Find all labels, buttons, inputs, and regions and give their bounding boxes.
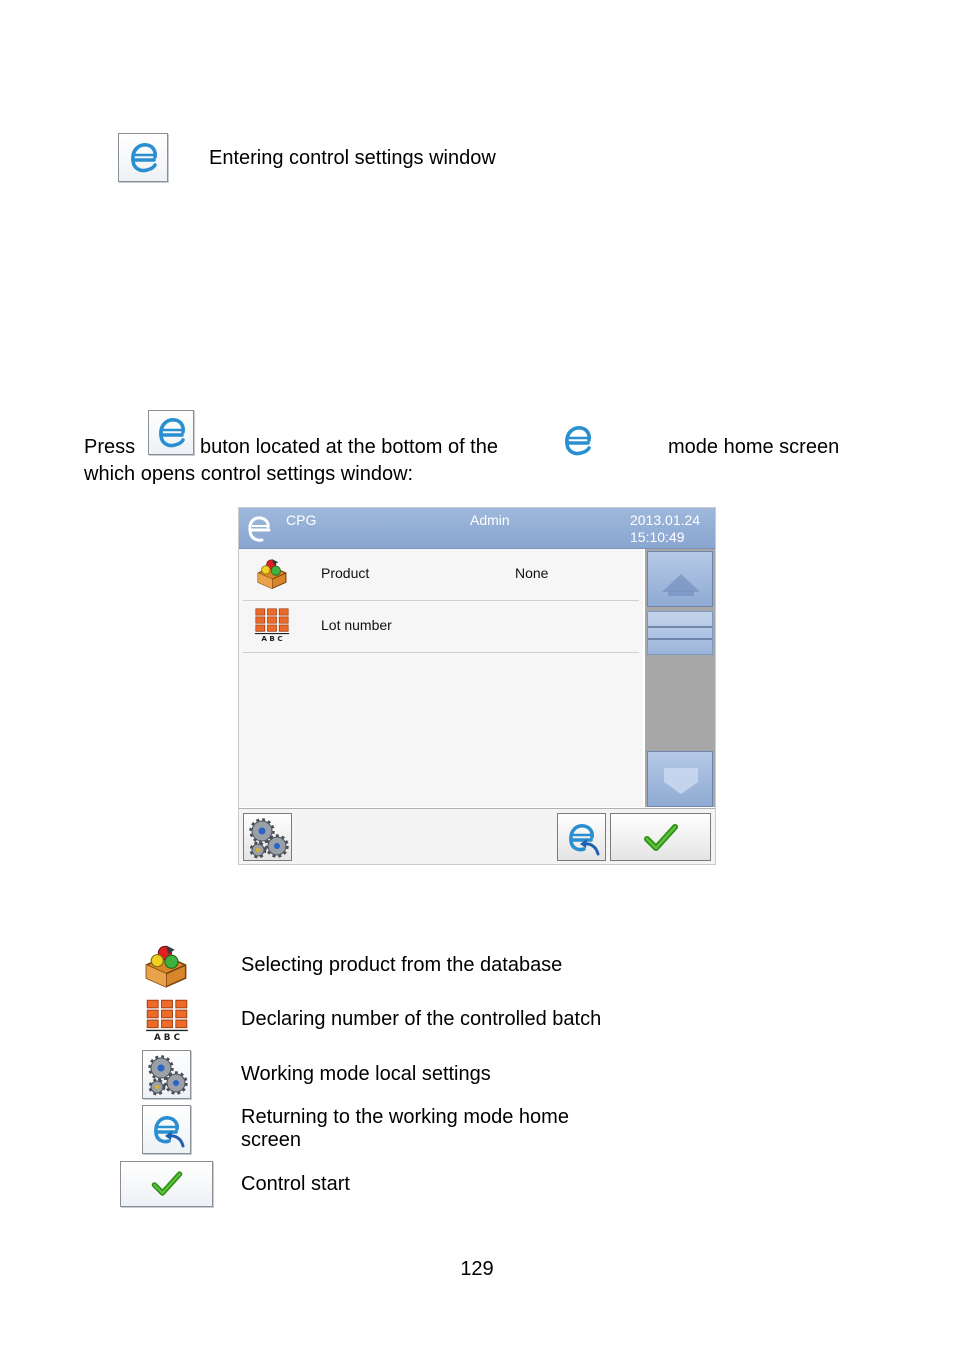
page-number: 129 (460, 1258, 494, 1280)
control-settings-button-icon (148, 410, 194, 455)
legend-local-settings-button (142, 1050, 191, 1099)
e-logo-icon (242, 511, 276, 545)
lot-number-label: Lot number (321, 617, 392, 633)
control-start-button[interactable] (610, 813, 711, 861)
control-settings-screen (238, 507, 716, 865)
legend-local-settings-text: Working mode local settings (241, 1063, 491, 1085)
gears-icon (246, 816, 290, 860)
user-name: Admin (470, 512, 510, 528)
gears-icon (145, 1053, 189, 1097)
scrollbar[interactable] (645, 549, 715, 807)
legend-return-text-line1: Returning to the working mode home (241, 1106, 569, 1128)
home-arrow-up-icon (648, 552, 714, 608)
e-logo-icon (149, 411, 193, 454)
scroll-thumb[interactable] (647, 611, 713, 655)
mode-name: CPG (286, 512, 317, 528)
instruction-press: Press (84, 436, 136, 458)
return-home-icon (147, 1110, 187, 1150)
return-home-button[interactable] (557, 813, 606, 861)
control-settings-button-icon (118, 133, 168, 182)
screen-bottombar (239, 808, 715, 865)
legend-control-start-text: Control start (241, 1173, 350, 1195)
legend-return-button (142, 1105, 191, 1154)
time-display: 15:10:49 (630, 529, 685, 545)
legend-return-text-line2: screen (241, 1129, 302, 1151)
legend-control-start-button (120, 1161, 213, 1207)
checkmark-icon (641, 818, 681, 858)
scroll-down-button[interactable] (647, 751, 713, 807)
e-logo-icon (555, 420, 599, 460)
instruction-end: mode home screen (668, 436, 840, 458)
legend-product-text: Selecting product from the database (241, 954, 563, 976)
return-home-icon (562, 818, 602, 858)
legend-lot-number-text: Declaring number of the controlled batch (241, 1008, 602, 1030)
lot-number-abc-icon (145, 998, 189, 1042)
list-item-product[interactable] (243, 549, 639, 601)
scroll-up-button[interactable] (647, 551, 713, 607)
local-settings-button[interactable] (243, 813, 292, 861)
intro-heading: Entering control settings window (209, 147, 496, 169)
list-item-lot-number[interactable] (243, 601, 639, 653)
product-box-icon (142, 941, 190, 989)
lot-number-abc-icon (254, 607, 290, 643)
instruction-line2: which opens control settings window: (84, 463, 414, 485)
checkmark-icon (149, 1166, 185, 1202)
product-label: Product (321, 565, 370, 581)
product-box-icon (255, 556, 289, 590)
instruction-middle: buton located at the bottom of the (200, 436, 498, 458)
product-value: None (515, 565, 549, 581)
settings-list (239, 549, 643, 807)
date-display: 2013.01.24 (630, 512, 701, 528)
arrow-down-icon (648, 752, 714, 808)
e-logo-icon (119, 134, 167, 181)
screen-topbar (239, 508, 715, 549)
